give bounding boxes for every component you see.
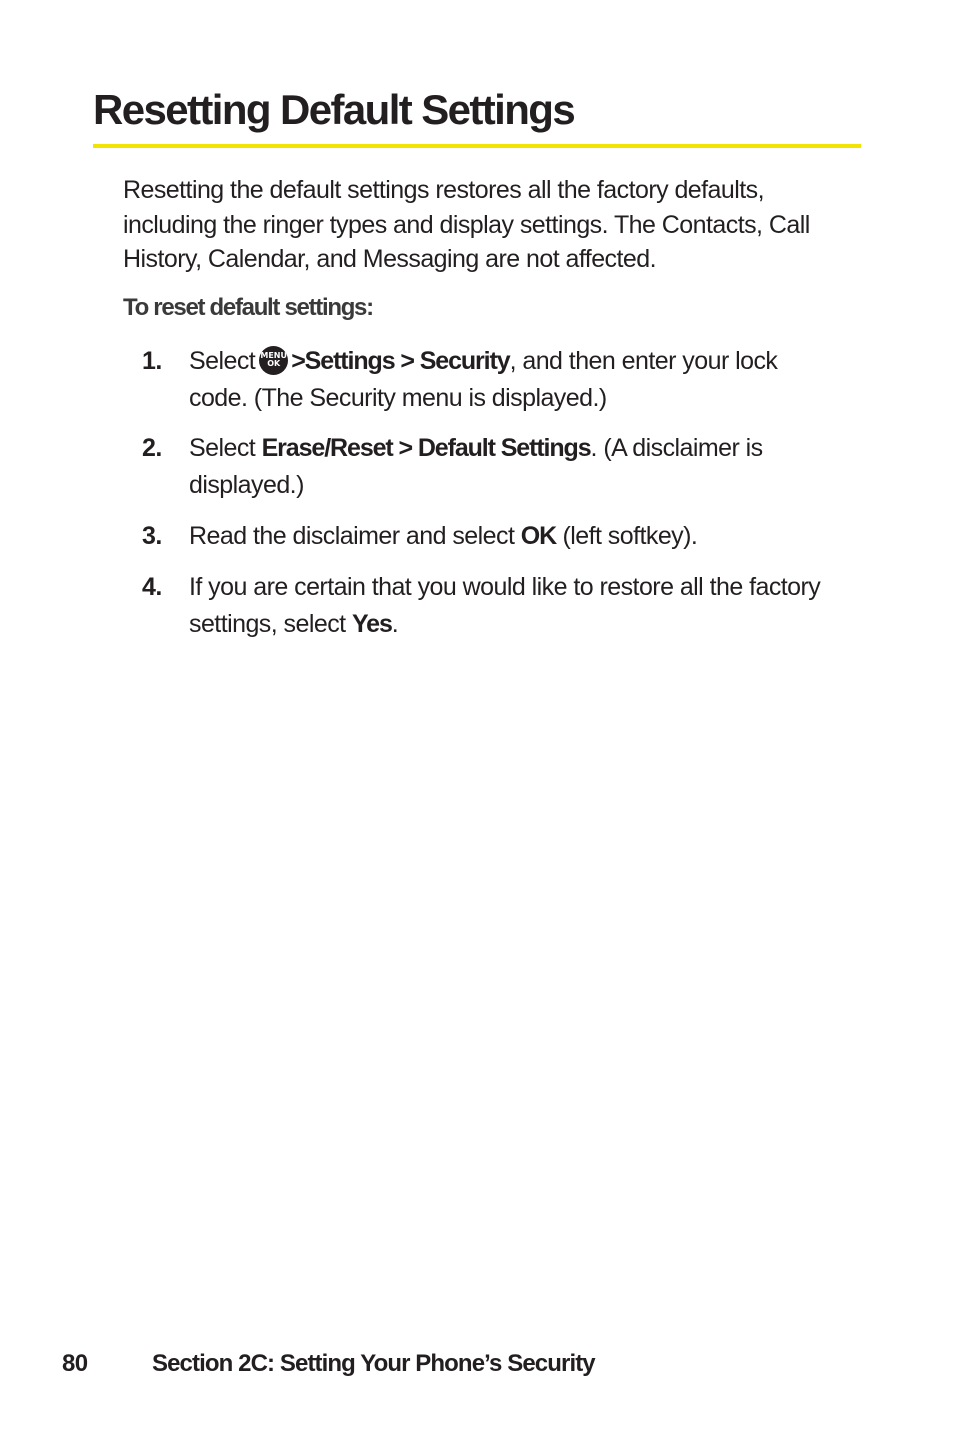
step-number: 4. [142,573,162,601]
step-menu-path: >Settings > Security [291,347,510,375]
step-4 [142,569,842,642]
step-text [189,569,842,642]
step-text [189,430,842,503]
menu-ok-key-icon: MENU OK [259,346,288,375]
page-title: Resetting Default Settings [93,86,575,133]
step-text [189,343,842,416]
step-menu-path: Erase/Reset > Default Settings [261,434,591,462]
step-option-label: Yes [351,609,392,638]
procedure-heading: To reset default settings: [123,294,373,321]
step-number: 1. [142,347,162,375]
step-softkey-label: OK [520,522,557,550]
footer-section-title: Section 2C: Setting Your Phone’s Security [152,1350,595,1377]
step-3 [142,518,842,555]
step-text-after: . (A disclaimer is displayed.) [189,434,763,499]
step-text-before: If you are certain that you would like to restore all the factory settings, select [189,573,821,638]
title-rule [93,144,861,148]
step-text-before: Read the disclaimer and select [189,522,521,550]
step-text-after: . [391,609,399,638]
page-number: 80 [62,1350,88,1377]
step-text-after: (left softkey). [556,522,698,550]
step-text-after: , and then enter your lock code. (The Security menu is displayed.) [189,347,778,412]
step-text-before: Select [189,347,256,375]
step-2 [142,430,842,503]
step-1 [142,343,842,416]
intro-paragraph: Resetting the default settings restores all the factory defaults, including the ringer types and display settings. The Contacts, Call History, Calendar, and Messaging are not affected. [123,176,810,273]
step-number: 2. [142,434,162,462]
step-number: 3. [142,522,162,550]
step-text [189,518,842,555]
step-text-before: Select [189,434,262,462]
